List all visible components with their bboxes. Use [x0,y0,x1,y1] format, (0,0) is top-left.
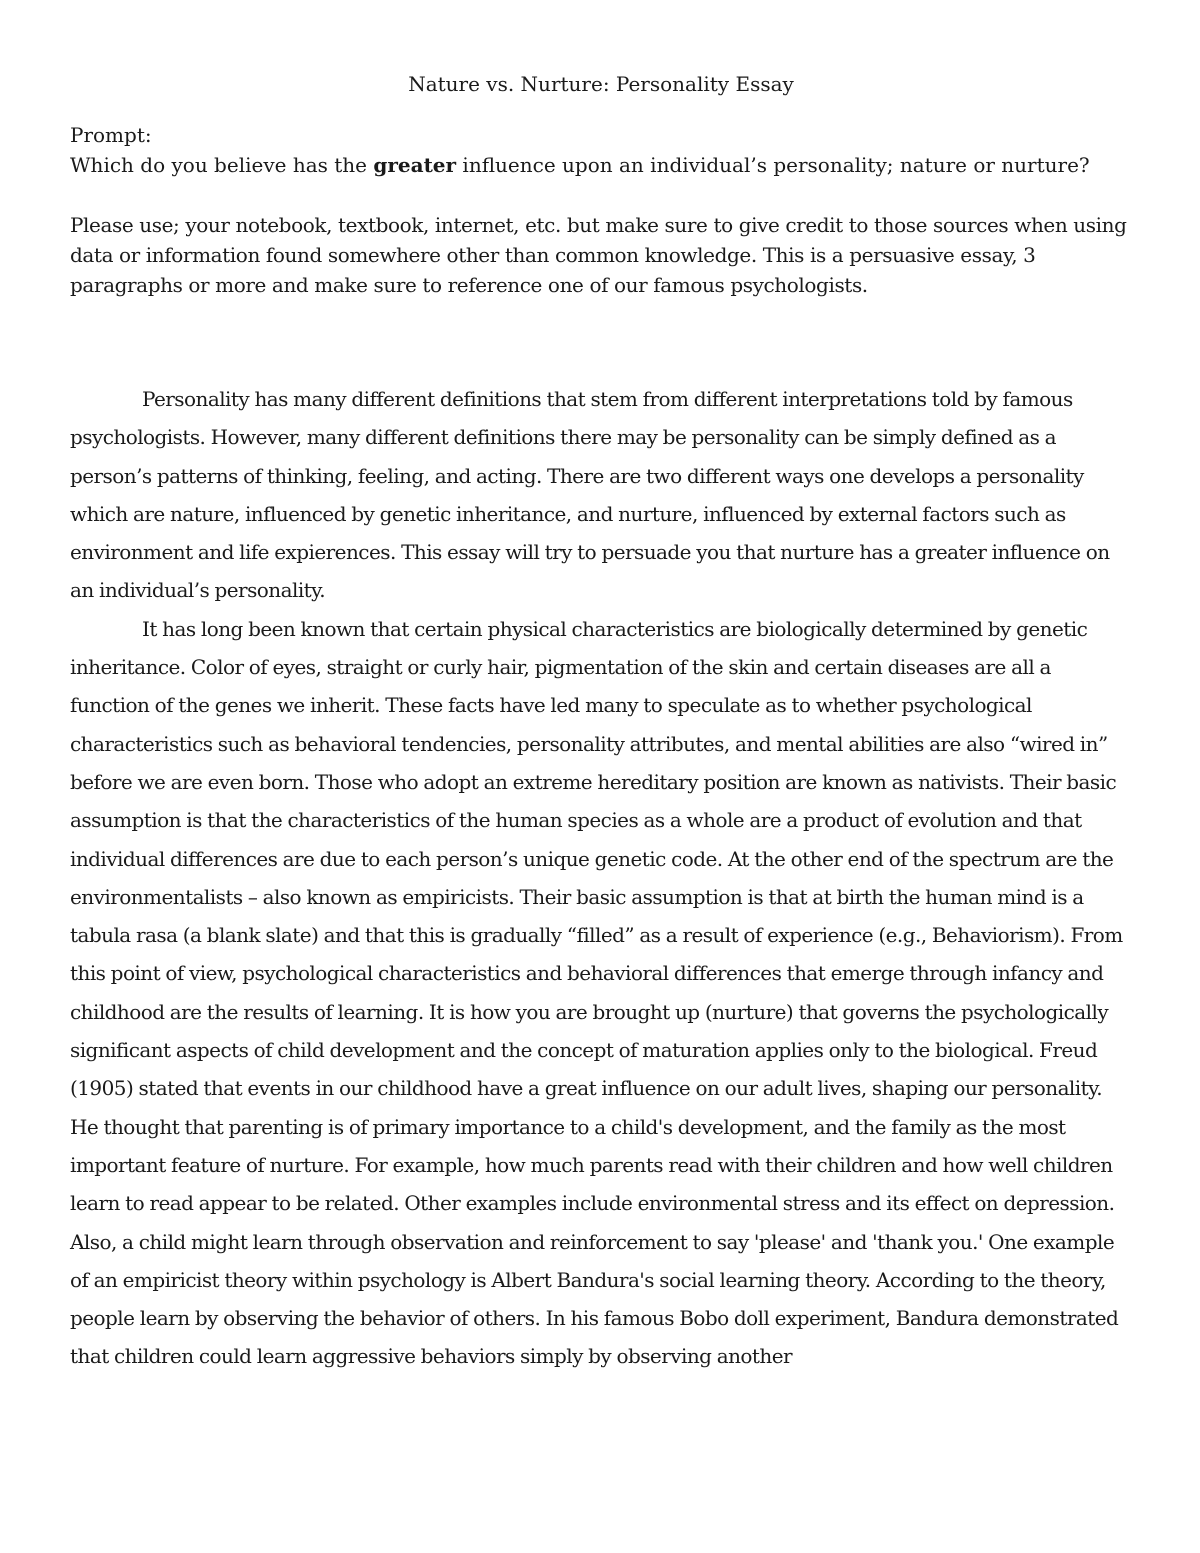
essay-paragraph-body: It has long been known that certain physical characteristics are biologically determined by genetic inheritance. Color of eyes, straight or curly hair, pigmentation of the skin and certain diseases are all a function of the genes we inherit. These facts have led many to speculate as to whether psychological characteristics such as behavioral tendencies, personality attributes, and mental abilities are also “wired in” before we are even born. Those who adopt an extreme hereditary position are known as nativists. Their basic assumption is that the characteristics of the human species as a whole are a product of evolution and that individual differences are due to each person’s unique genetic code. At the other end of the spectrum are the environmentalists – also known as empiricists. Their basic assumption is that at birth the human mind is a tabula rasa (a blank slate) and that this is gradually “filled” as a result of experience (e.g., Behaviorism). From this point of view, psychological characteristics and behavioral differences that emerge through infancy and childhood are the results of learning. It is how you are brought up (nurture) that governs the psychologically significant aspects of child development and the concept of maturation applies only to the biological. Freud (1905) stated that events in our childhood have a great influence on our adult lives, shaping our personality. He thought that parenting is of primary importance to a child's development, and the family as the most important feature of nurture. For example, how much parents read with their children and how well children learn to read appear to be related. Other examples include environmental stress and its effect on depression. Also, a child might learn through observation and reinforcement to say 'please' and 'thank you.' One example of an empiricist theory within psychology is Albert Bandura's social learning theory. According to the theory, people learn by observing the behavior of others. In his famous Bobo doll experiment, Bandura demonstrated that children could learn aggressive behaviors simply by observing another [70,616,1123,1369]
document-title: Nature vs. Nurture: Personality Essay [408,72,794,96]
essay-body [70,380,1132,1376]
prompt-question-emphasis: greater [373,153,457,177]
prompt-question [70,150,1132,180]
essay-paragraph-intro: Personality has many different definitions that stem from different interpretations told by famous psychologists. However, many different definitions there may be personality can be simply defined as a person’s patterns of thinking, feeling, and acting. There are two different ways one develops a personality which are nature, influenced by genetic inheritance, and nurture, influenced by external factors such as environment and life expierences. This essay will try to persuade you that nurture has a greater influence on an individual’s personality. [70,387,1110,603]
prompt-section [70,120,1132,300]
document-page [70,70,1132,1376]
prompt-question-start: Which do you believe has the [70,153,374,177]
prompt-question-end: influence upon an individual’s personality; nature or nurture? [456,153,1090,177]
prompt-label: Prompt: [70,123,152,147]
prompt-instructions: Please use; your notebook, textbook, internet, etc. but make sure to give credit to those sources when using data or information found somewhere other than common knowledge. This is a persuasive essay, 3 paragraphs or more and make sure to reference one of our famous psychologists. [70,213,1127,297]
